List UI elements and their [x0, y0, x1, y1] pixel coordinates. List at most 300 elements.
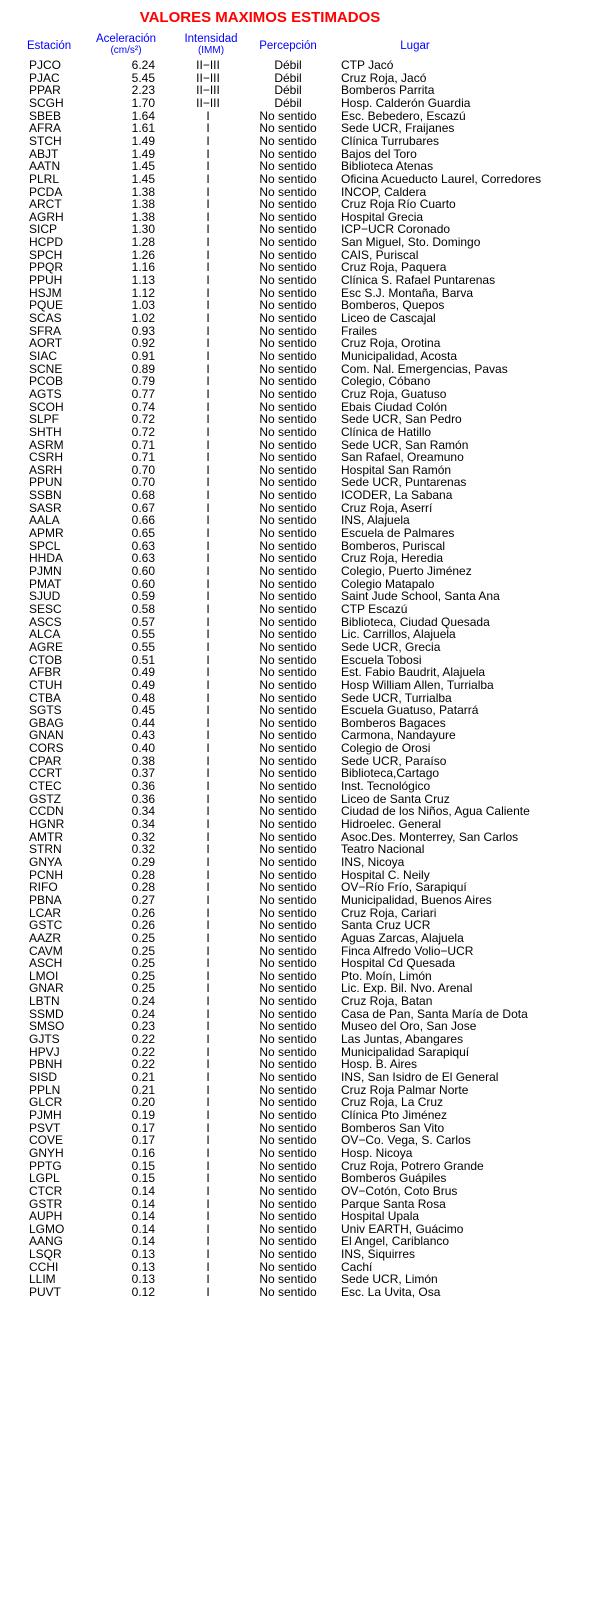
location-name: Cruz Roja, Guatuso: [341, 386, 447, 401]
location-name: Escuela Guatuso, Patarrá: [341, 703, 479, 718]
location-name: Municipalidad, Acosta: [341, 348, 458, 363]
acceleration-value: 0.74: [131, 399, 155, 414]
acceleration-value: 0.13: [131, 1259, 155, 1274]
header-intensidad-unit: (IMM): [197, 45, 225, 56]
perception-value: No sentido: [259, 526, 317, 541]
intensity-value: I: [206, 336, 210, 351]
station-code: PCNH: [29, 867, 64, 882]
intensity-value: I: [206, 235, 210, 250]
perception-value: No sentido: [259, 690, 317, 705]
perception-value: No sentido: [259, 1158, 317, 1173]
location-name: Hospital Upala: [341, 1209, 420, 1224]
station-code: HGNR: [29, 817, 65, 831]
table-row: [0, 1185, 590, 1198]
perception-value: No sentido: [259, 601, 317, 616]
perception-value: No sentido: [259, 1070, 317, 1084]
acceleration-value: 0.48: [131, 690, 155, 705]
station-code: PSVT: [29, 1120, 61, 1135]
station-code: GBAG: [29, 715, 64, 730]
acceleration-value: 0.59: [131, 589, 155, 604]
perception-value: No sentido: [259, 1057, 317, 1072]
acceleration-value: 1.38: [131, 209, 155, 224]
intensity-value: I: [206, 285, 210, 300]
location-name: OV−Cotón, Coto Brus: [341, 1183, 458, 1198]
perception-value: No sentido: [259, 412, 317, 427]
intensity-value: I: [206, 386, 210, 401]
perception-value: No sentido: [259, 956, 317, 971]
location-name: Colegio, Cóbano: [341, 374, 431, 389]
station-code: COVE: [29, 1133, 64, 1148]
table-row: [0, 173, 590, 186]
acceleration-value: 0.60: [131, 564, 155, 578]
intensity-value: I: [206, 146, 210, 161]
location-name: Cruz Roja, Potrero Grande: [341, 1158, 484, 1173]
location-name: Oficina Acueducto Laurel, Corredores: [341, 171, 542, 186]
perception-value: No sentido: [259, 1171, 317, 1186]
location-name: Finca Alfredo Volio−UCR: [341, 943, 474, 958]
acceleration-value: 0.70: [131, 475, 155, 490]
station-code: ABJT: [29, 146, 59, 161]
location-name: Colegio de Orosi: [341, 741, 431, 756]
intensity-value: II−III: [196, 83, 220, 98]
intensity-value: I: [206, 1183, 210, 1198]
station-code: CCHI: [29, 1259, 59, 1274]
acceleration-value: 0.34: [131, 804, 155, 819]
perception-value: No sentido: [259, 247, 317, 262]
table-row: [0, 426, 590, 439]
intensity-value: I: [206, 311, 210, 325]
intensity-value: I: [206, 197, 210, 212]
perception-value: No sentido: [259, 665, 317, 680]
intensity-value: I: [206, 551, 210, 566]
location-name: Est. Fabio Baudrit, Alajuela: [341, 665, 486, 680]
perception-value: No sentido: [259, 222, 317, 237]
location-name: Sede UCR, Turrialba: [341, 690, 452, 705]
acceleration-value: 0.60: [131, 576, 155, 591]
perception-value: Débil: [274, 59, 302, 72]
intensity-value: I: [206, 930, 210, 945]
perception-value: No sentido: [259, 854, 317, 869]
intensity-value: I: [206, 804, 210, 819]
intensity-value: I: [206, 1145, 210, 1160]
location-name: San Rafael, Oreamuno: [341, 450, 464, 465]
station-code: SCGH: [29, 95, 64, 110]
location-name: Las Juntas, Abangares: [341, 1032, 464, 1047]
perception-value: No sentido: [259, 943, 317, 958]
acceleration-value: 0.25: [131, 943, 155, 958]
perception-value: No sentido: [259, 930, 317, 945]
acceleration-value: 1.70: [131, 95, 155, 110]
table-row: [0, 1286, 590, 1299]
location-name: CTP Escazú: [341, 601, 408, 616]
station-code: PPQR: [29, 260, 64, 275]
intensity-value: I: [206, 260, 210, 275]
intensity-value: I: [206, 171, 210, 186]
location-name: Ebais Ciudad Colón: [341, 399, 448, 414]
intensity-value: I: [206, 1120, 210, 1135]
location-name: Cruz Roja, Heredia: [341, 551, 444, 566]
acceleration-value: 0.28: [131, 880, 155, 895]
station-code: PJAC: [29, 70, 60, 85]
intensity-value: I: [206, 538, 210, 553]
station-code: CTBA: [29, 690, 62, 705]
acceleration-value: 0.40: [131, 741, 155, 756]
header-intensidad: [176, 34, 246, 56]
station-code: LGMO: [29, 1221, 65, 1236]
location-name: Cruz Roja, Paquera: [341, 260, 447, 275]
location-name: Cruz Roja, La Cruz: [341, 1095, 444, 1110]
acceleration-value: 0.44: [131, 715, 155, 730]
station-code: AFBR: [29, 665, 62, 680]
station-code: PMAT: [29, 576, 62, 591]
acceleration-value: 0.58: [131, 601, 155, 616]
acceleration-value: 0.15: [131, 1171, 155, 1186]
perception-value: No sentido: [259, 159, 317, 174]
location-name: El Angel, Cariblanco: [341, 1234, 450, 1249]
location-name: CTP Jacó: [341, 59, 394, 72]
perception-value: No sentido: [259, 108, 317, 123]
acceleration-value: 1.30: [131, 222, 155, 237]
perception-value: No sentido: [259, 1019, 317, 1034]
station-code: SCAS: [29, 311, 62, 325]
intensity-value: I: [206, 1019, 210, 1034]
table-row: [0, 894, 590, 907]
intensity-value: II−III: [196, 95, 220, 110]
intensity-value: I: [206, 981, 210, 996]
station-code: SGTS: [29, 703, 62, 718]
acceleration-value: 0.38: [131, 753, 155, 768]
acceleration-value: 0.14: [131, 1183, 155, 1198]
acceleration-value: 0.24: [131, 1006, 155, 1021]
perception-value: No sentido: [259, 133, 317, 148]
station-code: AALA: [29, 513, 60, 528]
intensity-value: I: [206, 412, 210, 427]
acceleration-value: 0.79: [131, 374, 155, 389]
station-code: SPCH: [29, 247, 63, 262]
intensity-value: I: [206, 589, 210, 604]
acceleration-value: 1.02: [131, 311, 155, 325]
location-name: Bomberos, Puriscal: [341, 538, 446, 553]
location-name: Cruz Roja, Jacó: [341, 70, 427, 85]
station-code: LSQR: [29, 1247, 62, 1262]
intensity-value: I: [206, 526, 210, 541]
station-code: AATN: [29, 159, 61, 174]
perception-value: Débil: [274, 70, 302, 85]
perception-value: No sentido: [259, 500, 317, 515]
station-code: LLIM: [29, 1272, 56, 1287]
perception-value: No sentido: [259, 1196, 317, 1211]
location-name: Bomberos Guápiles: [341, 1171, 447, 1186]
location-name: Sede UCR, Paraíso: [341, 753, 447, 768]
intensity-value: I: [206, 1196, 210, 1211]
stations-table: [0, 59, 590, 1320]
perception-value: No sentido: [259, 1095, 317, 1110]
station-code: LBTN: [29, 994, 60, 1009]
acceleration-value: 0.55: [131, 639, 155, 654]
perception-value: No sentido: [259, 551, 317, 566]
intensity-value: I: [206, 943, 210, 958]
station-code: PPUH: [29, 273, 63, 288]
table-row: [0, 856, 590, 869]
station-code: CSRH: [29, 450, 64, 465]
station-code: PPAR: [29, 83, 61, 98]
station-code: HHDA: [29, 551, 64, 566]
acceleration-value: 6.24: [131, 59, 155, 72]
perception-value: No sentido: [259, 209, 317, 224]
acceleration-value: 0.63: [131, 551, 155, 566]
station-code: SISD: [29, 1070, 58, 1084]
perception-value: No sentido: [259, 1032, 317, 1047]
acceleration-value: 0.70: [131, 462, 155, 477]
location-name: Clínica de Hatillo: [341, 424, 432, 439]
perception-value: Débil: [274, 83, 302, 98]
intensity-value: I: [206, 500, 210, 515]
table-row: [0, 135, 590, 148]
location-name: Cruz Roja, Cariari: [341, 905, 437, 920]
location-name: Sede UCR, Puntarenas: [341, 475, 467, 490]
location-name: Esc S.J. Montaña, Barva: [341, 285, 474, 300]
station-code: PPTG: [29, 1158, 62, 1173]
intensity-value: I: [206, 601, 210, 616]
location-name: Teatro Nacional: [341, 842, 425, 857]
acceleration-value: 0.71: [131, 437, 155, 452]
acceleration-value: 1.13: [131, 273, 155, 288]
intensity-value: II−III: [196, 70, 220, 85]
location-name: Colegio, Puerto Jiménez: [341, 564, 472, 578]
location-name: Ciudad de los Niños, Agua Caliente: [341, 804, 530, 819]
acceleration-value: 0.49: [131, 665, 155, 680]
location-name: Clínica Turrubares: [341, 133, 440, 148]
intensity-value: I: [206, 892, 210, 907]
location-name: Municipalidad Sarapiquí: [341, 1044, 470, 1059]
acceleration-value: 0.22: [131, 1044, 155, 1059]
station-code: LCAR: [29, 905, 62, 920]
acceleration-value: 1.03: [131, 298, 155, 313]
perception-value: No sentido: [259, 627, 317, 642]
intensity-value: I: [206, 829, 210, 844]
intensity-value: I: [206, 298, 210, 313]
header-lugar: [380, 41, 450, 52]
location-name: Sede UCR, Fraijanes: [341, 121, 455, 136]
intensity-value: II−III: [196, 59, 220, 72]
station-code: ALCA: [29, 627, 61, 642]
station-code: GSTR: [29, 1196, 63, 1211]
acceleration-value: 0.37: [131, 766, 155, 781]
intensity-value: I: [206, 1209, 210, 1224]
location-name: Frailes: [341, 323, 378, 338]
intensity-value: I: [206, 994, 210, 1009]
intensity-value: I: [206, 184, 210, 199]
intensity-value: I: [206, 652, 210, 667]
location-name: Biblioteca Atenas: [341, 159, 434, 174]
station-code: CCDN: [29, 804, 64, 819]
intensity-value: I: [206, 665, 210, 680]
location-name: Cruz Roja, Batan: [341, 994, 433, 1009]
perception-value: No sentido: [259, 1285, 317, 1300]
intensity-value: I: [206, 1158, 210, 1173]
intensity-value: I: [206, 639, 210, 654]
perception-value: No sentido: [259, 184, 317, 199]
intensity-value: I: [206, 323, 210, 338]
acceleration-value: 0.43: [131, 728, 155, 743]
intensity-value: I: [206, 399, 210, 414]
perception-value: No sentido: [259, 892, 317, 907]
acceleration-value: 0.63: [131, 538, 155, 553]
location-name: Hospital Cd Quesada: [341, 956, 456, 971]
station-code: HSJM: [29, 285, 62, 300]
perception-value: No sentido: [259, 564, 317, 578]
acceleration-value: 0.32: [131, 842, 155, 857]
location-name: INS, Siquirres: [341, 1247, 416, 1262]
station-code: CTCR: [29, 1183, 63, 1198]
intensity-value: I: [206, 690, 210, 705]
station-code: SHTH: [29, 424, 62, 439]
intensity-value: I: [206, 753, 210, 768]
station-code: HCPD: [29, 235, 64, 250]
acceleration-value: 0.26: [131, 905, 155, 920]
station-code: ASCH: [29, 956, 63, 971]
acceleration-value: 0.13: [131, 1247, 155, 1262]
intensity-value: I: [206, 1247, 210, 1262]
location-name: Carmona, Nandayure: [341, 728, 456, 743]
acceleration-value: 1.38: [131, 197, 155, 212]
acceleration-value: 0.26: [131, 918, 155, 933]
station-code: ARCT: [29, 197, 62, 212]
acceleration-value: 0.34: [131, 817, 155, 831]
header-aceleracion-unit: (cm/s²): [110, 45, 142, 56]
acceleration-value: 0.15: [131, 1158, 155, 1173]
location-name: Hidroelec. General: [341, 817, 442, 831]
station-code: SESC: [29, 601, 62, 616]
location-name: Esc. Bebedero, Escazú: [341, 108, 466, 123]
station-code: AAZR: [29, 930, 62, 945]
station-code: SIAC: [29, 348, 58, 363]
perception-value: No sentido: [259, 1234, 317, 1249]
acceleration-value: 0.51: [131, 652, 155, 667]
acceleration-value: 1.64: [131, 108, 155, 123]
intensity-value: I: [206, 133, 210, 148]
intensity-value: I: [206, 1070, 210, 1084]
station-code: PJMH: [29, 1107, 62, 1122]
intensity-value: I: [206, 121, 210, 136]
location-name: Colegio Matapalo: [341, 576, 435, 591]
perception-value: No sentido: [259, 1272, 317, 1287]
station-code: LMOI: [29, 968, 59, 983]
acceleration-value: 0.36: [131, 779, 155, 794]
intensity-value: I: [206, 703, 210, 718]
intensity-value: I: [206, 842, 210, 857]
station-code: ASRH: [29, 462, 63, 477]
location-name: Museo del Oro, San Jose: [341, 1019, 477, 1034]
station-code: SBEB: [29, 108, 62, 123]
perception-value: Débil: [274, 95, 302, 110]
table-row: [0, 97, 590, 110]
acceleration-value: 0.17: [131, 1133, 155, 1148]
page-title: VALORES MAXIMOS ESTIMADOS: [139, 9, 381, 26]
acceleration-value: 0.72: [131, 424, 155, 439]
location-name: OV−Río Frío, Sarapiquí: [341, 880, 467, 895]
station-code: APMR: [29, 526, 64, 541]
location-name: Escuela Tobosi: [341, 652, 422, 667]
acceleration-value: 0.45: [131, 703, 155, 718]
acceleration-value: 1.61: [131, 121, 155, 136]
station-code: PPLN: [29, 1082, 61, 1097]
acceleration-value: 0.36: [131, 791, 155, 806]
acceleration-value: 0.89: [131, 361, 155, 376]
intensity-value: I: [206, 1006, 210, 1021]
station-code: STRN: [29, 842, 62, 857]
station-code: GNAN: [29, 728, 64, 743]
header-lugar-label: Lugar: [400, 40, 430, 52]
intensity-value: I: [206, 576, 210, 591]
intensity-value: I: [206, 918, 210, 933]
location-name: Bajos del Toro: [341, 146, 417, 161]
acceleration-value: 0.25: [131, 981, 155, 996]
acceleration-value: 0.28: [131, 867, 155, 882]
acceleration-value: 0.21: [131, 1070, 155, 1084]
location-name: Escuela de Palmares: [341, 526, 455, 541]
station-code: PJCO: [29, 59, 62, 72]
acceleration-value: 0.24: [131, 994, 155, 1009]
perception-value: No sentido: [259, 513, 317, 528]
acceleration-value: 0.14: [131, 1234, 155, 1249]
location-name: Liceo de Santa Cruz: [341, 791, 450, 806]
acceleration-value: 0.21: [131, 1082, 155, 1097]
location-name: Cachí: [341, 1259, 373, 1274]
intensity-value: I: [206, 513, 210, 528]
perception-value: No sentido: [259, 829, 317, 844]
intensity-value: I: [206, 361, 210, 376]
intensity-value: I: [206, 1057, 210, 1072]
perception-value: No sentido: [259, 235, 317, 250]
acceleration-value: 1.12: [131, 285, 155, 300]
station-code: AMTR: [29, 829, 63, 844]
perception-value: No sentido: [259, 1082, 317, 1097]
station-code: ASRM: [29, 437, 64, 452]
intensity-value: I: [206, 854, 210, 869]
acceleration-value: 0.13: [131, 1272, 155, 1287]
acceleration-value: 1.49: [131, 146, 155, 161]
location-name: Hospital San Ramón: [341, 462, 452, 477]
intensity-value: I: [206, 159, 210, 174]
location-name: INCOP, Caldera: [341, 184, 427, 199]
station-code: CTUH: [29, 677, 63, 692]
location-name: Cruz Roja Río Cuarto: [341, 197, 456, 212]
perception-value: No sentido: [259, 905, 317, 920]
station-code: GSTC: [29, 918, 63, 933]
station-code: CORS: [29, 741, 64, 756]
station-code: GNAR: [29, 981, 64, 996]
intensity-value: I: [206, 1171, 210, 1186]
perception-value: No sentido: [259, 197, 317, 212]
intensity-value: I: [206, 450, 210, 465]
table-row: [0, 388, 590, 401]
acceleration-value: 1.45: [131, 159, 155, 174]
acceleration-value: 0.57: [131, 614, 155, 629]
intensity-value: I: [206, 677, 210, 692]
location-name: Com. Nal. Emergencias, Pavas: [341, 361, 508, 376]
perception-value: No sentido: [259, 817, 317, 831]
intensity-value: I: [206, 880, 210, 895]
perception-value: No sentido: [259, 1247, 317, 1262]
perception-value: No sentido: [259, 298, 317, 313]
station-code: CCRT: [29, 766, 63, 781]
location-name: Biblioteca,Cartago: [341, 766, 440, 781]
location-name: Hosp. B. Aires: [341, 1057, 418, 1072]
location-name: Casa de Pan, Santa María de Dota: [341, 1006, 528, 1021]
perception-value: No sentido: [259, 475, 317, 490]
acceleration-value: 0.91: [131, 348, 155, 363]
